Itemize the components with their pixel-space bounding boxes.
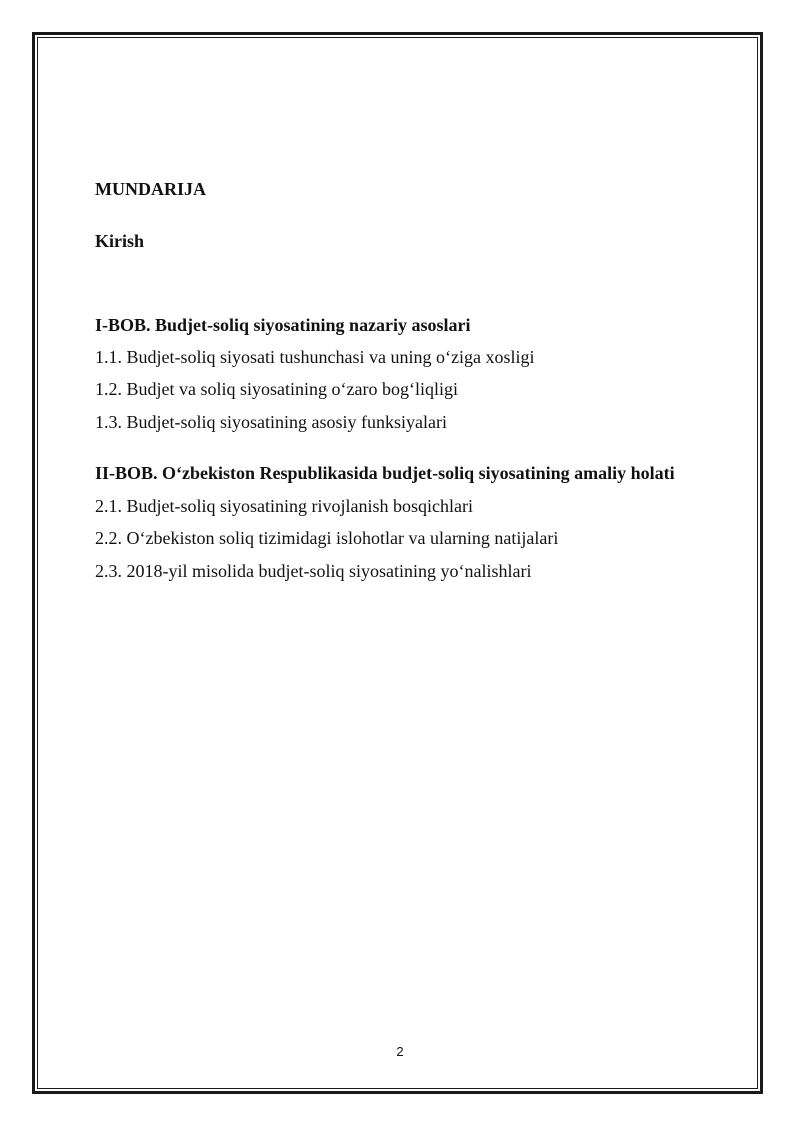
chapter-2-title: II-BOB. O‘zbekiston Respublikasida budjet-soliq siyosatining amaliy holati bbox=[95, 463, 675, 483]
section-1-3: 1.3. Budjet-soliq siyosatining asosiy funksiyalari bbox=[95, 412, 447, 432]
section-1-2: 1.2. Budjet va soliq siyosatining o‘zaro bog‘liqligi bbox=[95, 379, 458, 399]
section-2-1: 2.1. Budjet-soliq siyosatining rivojlanish bosqichlari bbox=[95, 496, 473, 516]
chapter-1-title: I-BOB. Budjet-soliq siyosatining nazariy asoslari bbox=[95, 315, 471, 335]
toc-heading: MUNDARIJA bbox=[95, 179, 206, 199]
page-number: 2 bbox=[396, 1044, 404, 1059]
toc-intro: Kirish bbox=[95, 231, 145, 251]
section-2-3: 2.3. 2018-yil misolida budjet-soliq siyosatining yo‘nalishlari bbox=[95, 561, 532, 581]
section-1-1: 1.1. Budjet-soliq siyosati tushunchasi va uning o‘ziga xosligi bbox=[95, 347, 535, 367]
section-2-2: 2.2. O‘zbekiston soliq tizimidagi islohotlar va ularning natijalari bbox=[95, 528, 559, 548]
